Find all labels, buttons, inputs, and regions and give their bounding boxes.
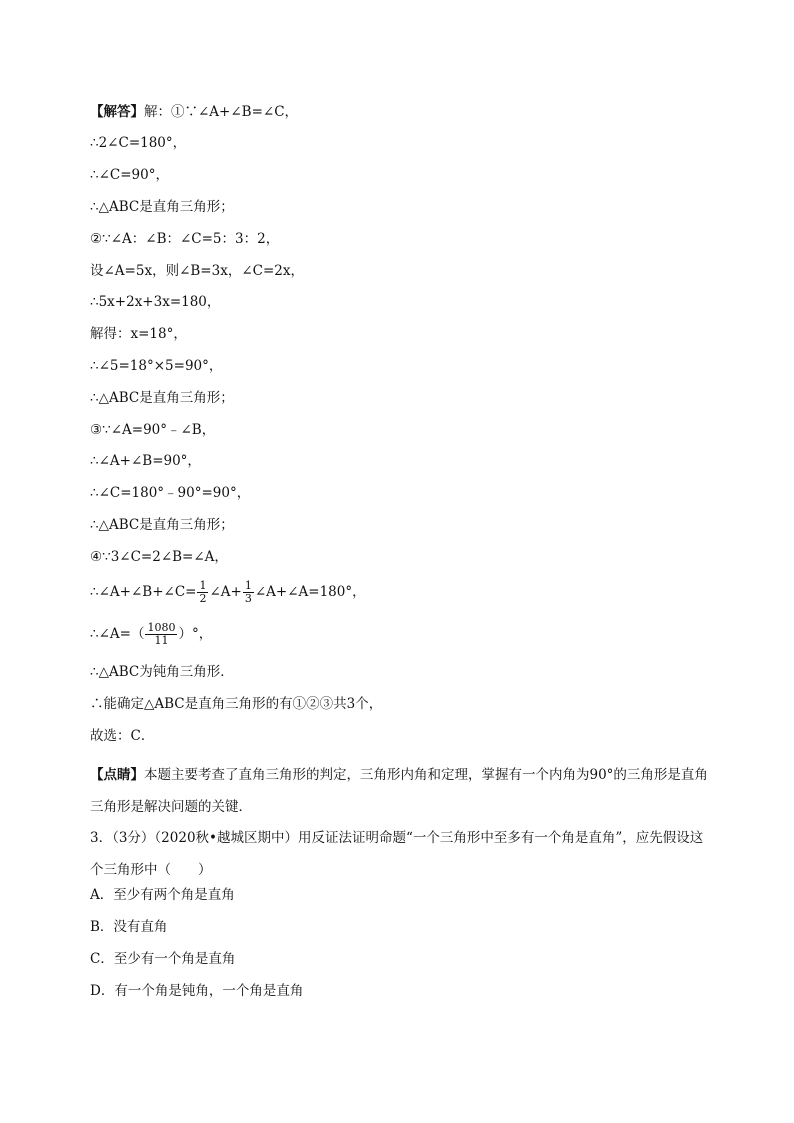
comment-paragraph: 【点睛】本题主要考查了直角三角形的判定，三角形内角和定理，掌握有一个内角为90°的三角形是直角三角形是解决问题的关键． xyxy=(90,767,708,815)
solution-line-11: ③∵∠A=90°﹣∠B， xyxy=(90,422,216,438)
solution-line-2: ∴2∠C=180°， xyxy=(90,135,187,151)
solution-line-14: ∴△ABC是直角三角形； xyxy=(90,517,234,533)
solution-line-5: ②∵∠A：∠B：∠C=5：3：2， xyxy=(90,231,280,247)
solution-heading: 【解答】 xyxy=(90,104,144,120)
solution-line-15: ④∵3∠C=2∠B=∠A， xyxy=(90,549,228,565)
fraction-one-third: $\frac{1}{3}$ xyxy=(244,579,252,605)
fraction-1080-over-11: $\frac{1080}{11}$ xyxy=(147,621,176,647)
solution-line-18: ∴△ABC为钝角三角形． xyxy=(90,664,234,680)
solution-line-13: ∴∠C=180°﹣90°=90°， xyxy=(90,485,251,501)
solution-line-3: ∴∠C=90°， xyxy=(90,167,169,183)
solution-line-16: ∴∠A+∠B+∠C= $\frac{1}{2}$ ∠A+ $\frac{1}{3}$ ∠A+∠A=180°， xyxy=(90,579,366,605)
comment-heading: 【点睛】 xyxy=(90,767,144,783)
solution-line-17: ∴∠A=（ $\frac{1080}{11}$ ）°， xyxy=(90,621,213,647)
solution-line-10: ∴△ABC是直角三角形； xyxy=(90,390,234,406)
solution-line-8: 解得：x=18°， xyxy=(90,326,187,342)
option-b: B．没有直角 xyxy=(90,919,168,935)
solution-line-6: 设∠A=5x，则∠B=3x，∠C=2x， xyxy=(90,263,304,279)
fraction-one-half: $\frac{1}{2}$ xyxy=(199,579,207,605)
solution-line-7: ∴5x+2x+3x=180， xyxy=(90,294,221,310)
solution-line-19: ∴能确定△ABC是直角三角形的有①②③共3个， xyxy=(90,696,383,712)
option-d: D．有一个角是钝角，一个角是直角 xyxy=(90,983,304,999)
solution-line-4: ∴△ABC是直角三角形； xyxy=(90,199,234,215)
solution-line-12: ∴∠A+∠B=90°， xyxy=(90,453,201,469)
solution-line-1: 【解答】解：①∵∠A+∠B=∠C， xyxy=(90,104,299,120)
solution-line-20: 故选：C． xyxy=(90,728,155,744)
option-c: C．至少有一个角是直角 xyxy=(90,951,236,967)
option-a: A．至少有两个角是直角 xyxy=(90,887,235,903)
question-3-stem: 3．（3分）（2020秋•越城区期中）用反证法证明命题“一个三角形中至多有一个角是直角”，应先假设这个三角形中（ ） xyxy=(90,830,704,878)
solution-line-9: ∴∠5=18°×5=90°， xyxy=(90,358,223,374)
